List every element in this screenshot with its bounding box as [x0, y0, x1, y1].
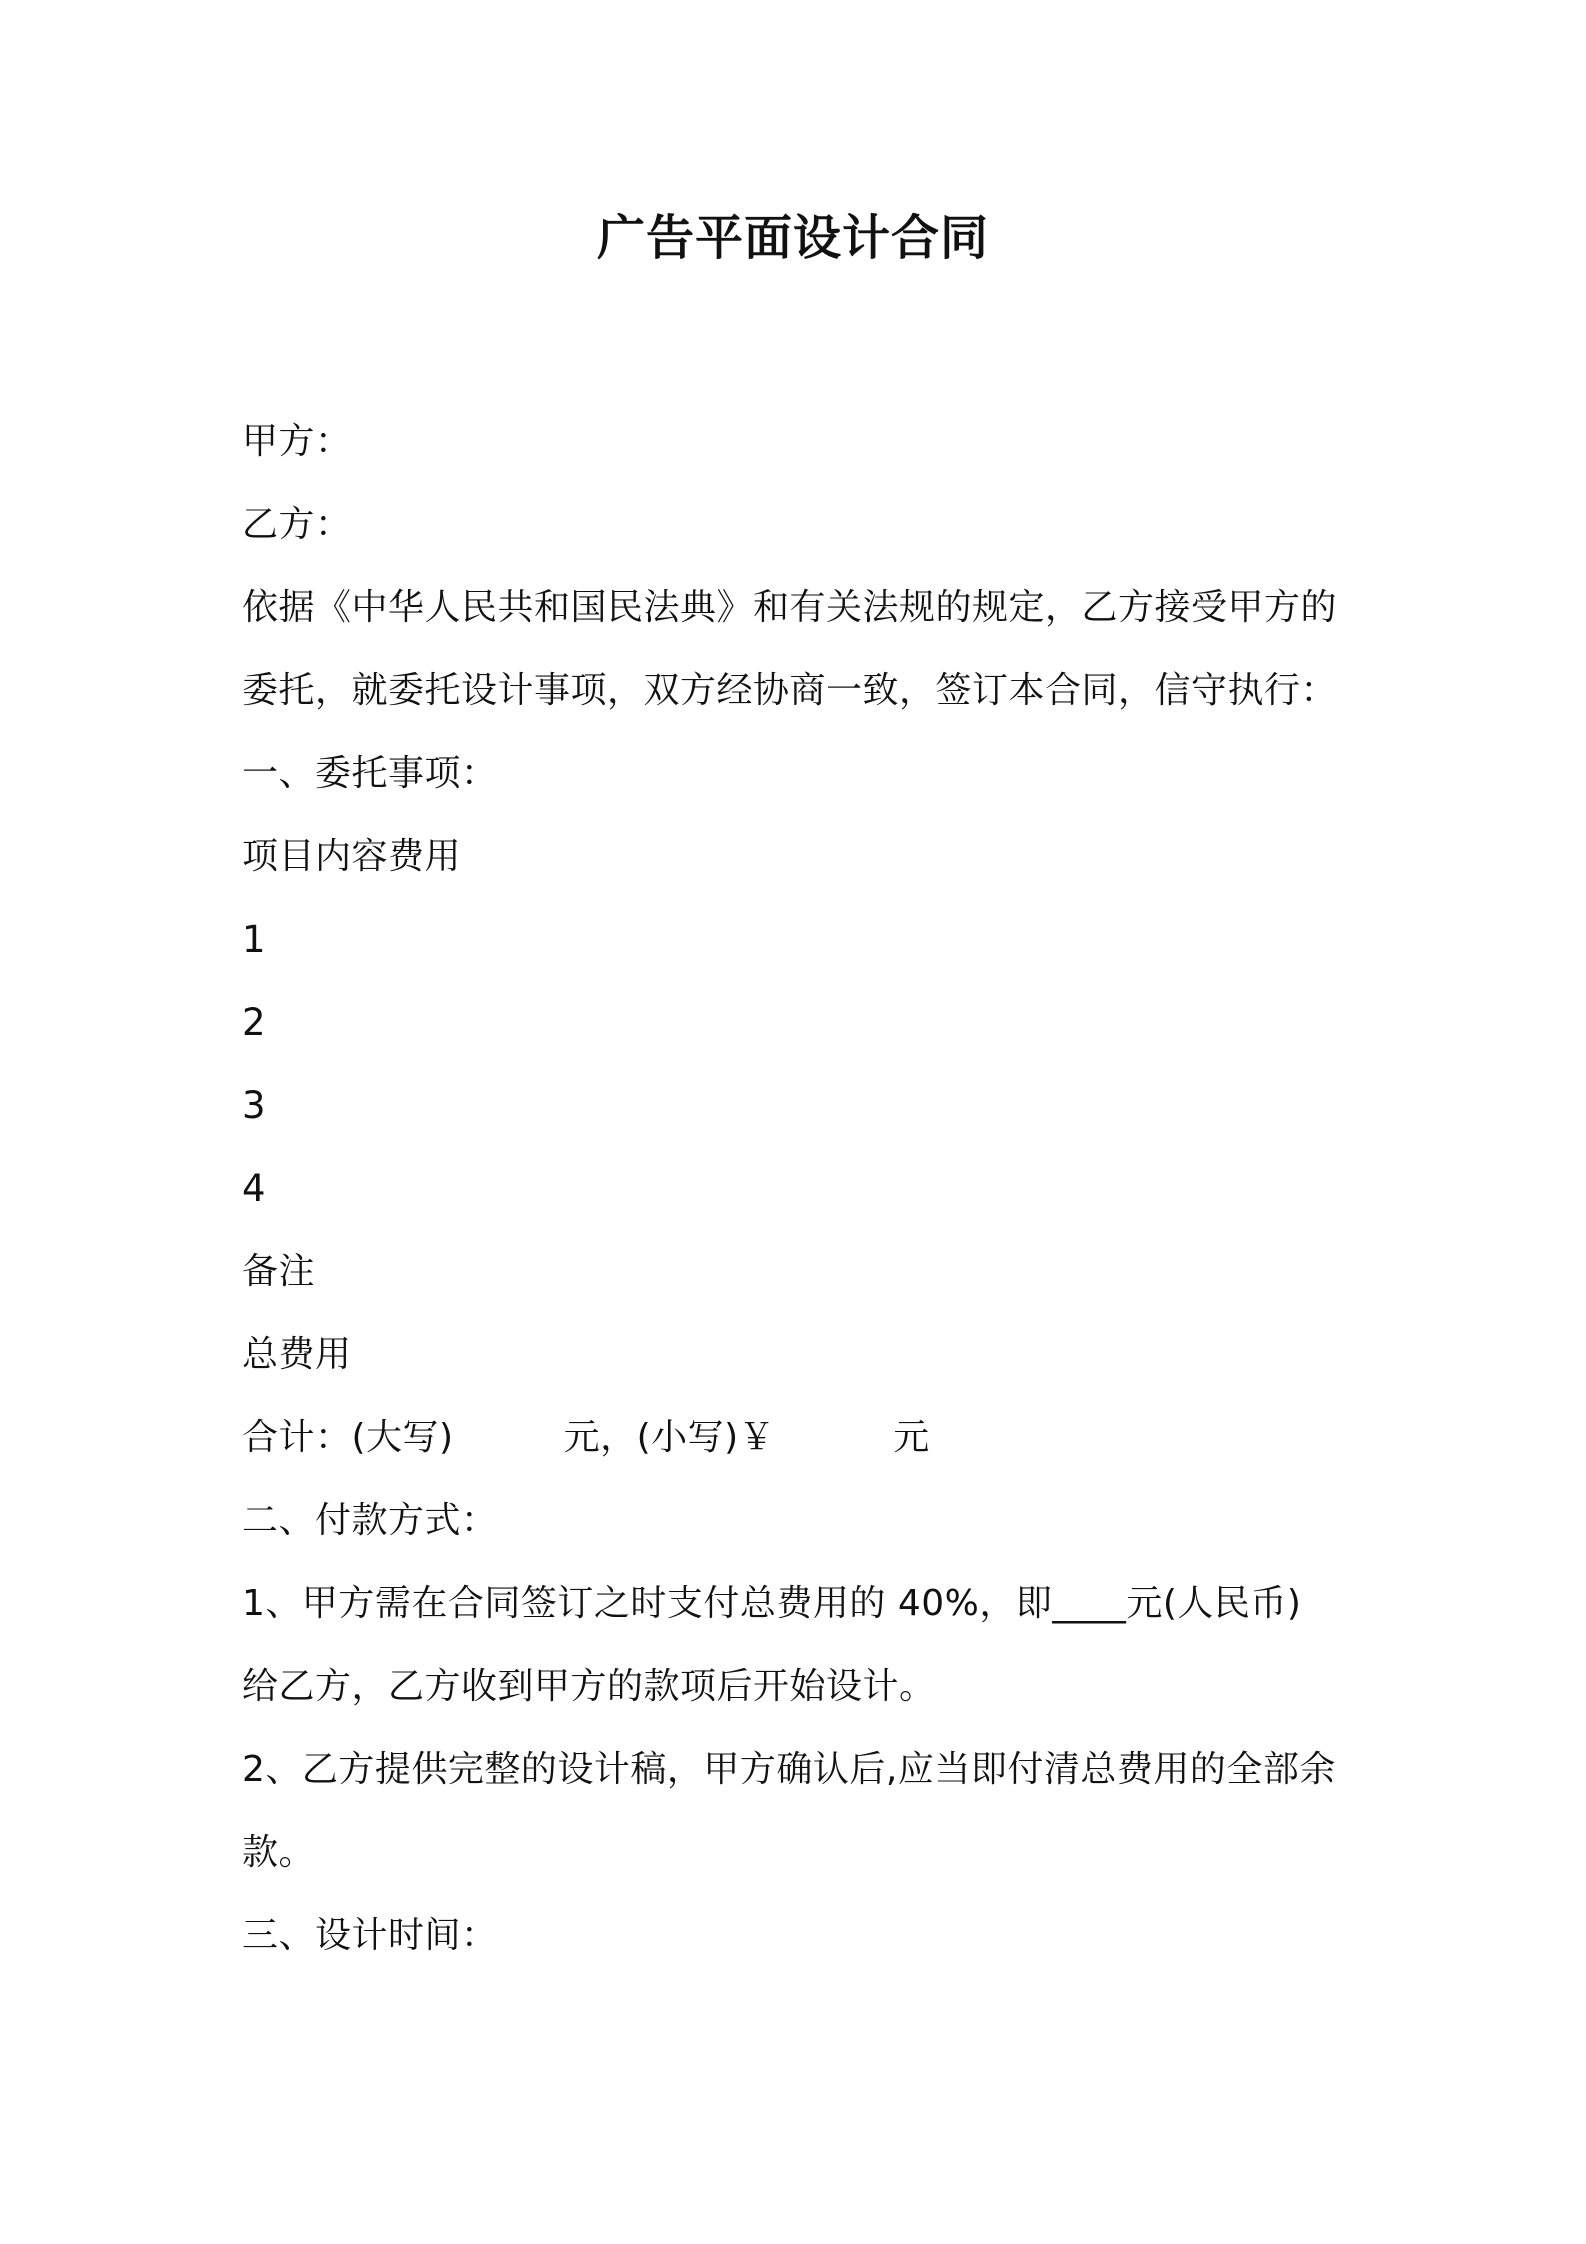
- section-2-heading: 二、付款方式：: [242, 1500, 498, 1541]
- item-row-1: 1: [242, 918, 267, 961]
- intro-paragraph-line-1: 依据《中华人民共和国民法典》和有关法规的规定，乙方接受甲方的: [242, 587, 1338, 628]
- item-row-2: 2: [242, 1001, 267, 1044]
- items-table-header: 项目内容费用: [242, 836, 462, 877]
- payment-clause-2-line-2: 款。: [242, 1832, 316, 1873]
- party-a-label: 甲方：: [242, 421, 352, 462]
- item-row-3: 3: [242, 1084, 267, 1127]
- total-unit-label: 元: [893, 1417, 930, 1458]
- section-1-heading: 一、委托事项：: [242, 753, 498, 794]
- total-uppercase-label: 合计：(大写): [242, 1417, 454, 1458]
- intro-paragraph-line-2: 委托，就委托设计事项，双方经协商一致，签订本合同，信守执行：: [242, 670, 1338, 711]
- document-title: 广告平面设计合同: [596, 210, 989, 266]
- document-body: [242, 400, 1352, 1977]
- payment-clause-1-line-2: 给乙方，乙方收到甲方的款项后开始设计。: [242, 1666, 936, 1707]
- remarks-label: 备注: [242, 1251, 316, 1292]
- payment-clause-2-line-1: 2、乙方提供完整的设计稿，甲方确认后,应当即付清总费用的全部余: [242, 1749, 1336, 1790]
- total-lowercase-label: 元，(小写)￥: [563, 1417, 776, 1458]
- party-b-label: 乙方：: [242, 504, 352, 545]
- item-row-4: 4: [242, 1167, 267, 1210]
- total-amount-line: [242, 1396, 1352, 1479]
- payment-clause-1-line-1: 1、甲方需在合同签订之时支付总费用的 40%，即____元(人民币): [242, 1583, 1302, 1624]
- total-cost-label: 总费用: [242, 1334, 352, 1375]
- section-3-heading: 三、设计时间：: [242, 1915, 498, 1956]
